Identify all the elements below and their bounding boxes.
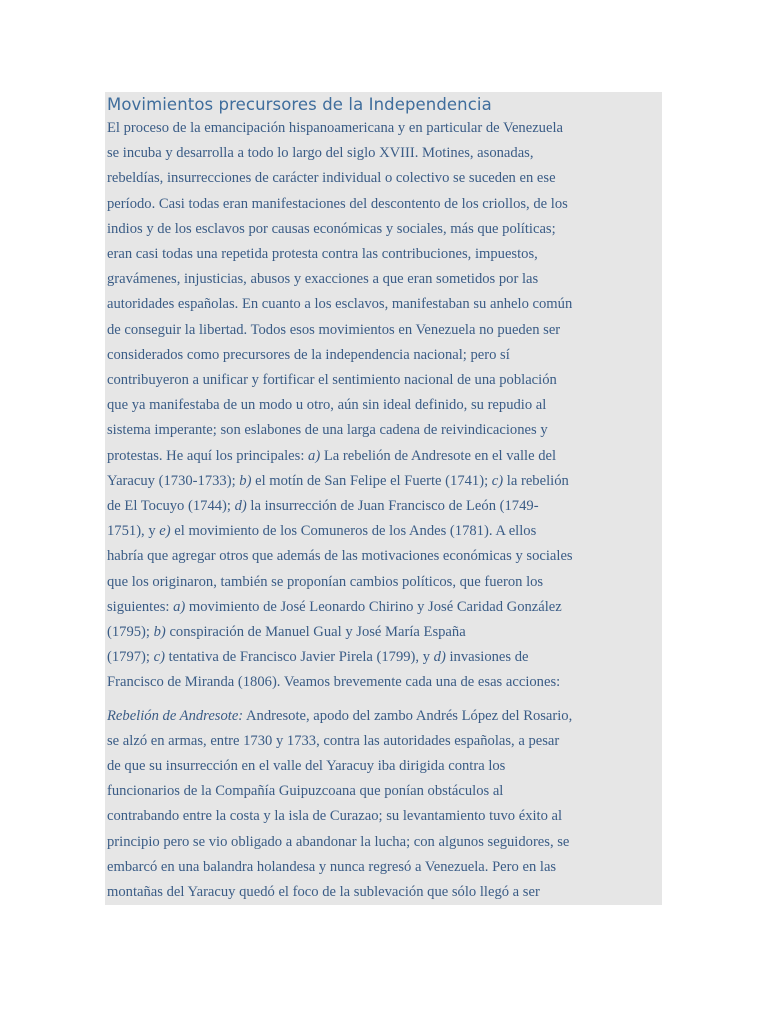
text-line [107,620,660,645]
text-segment: de El Tocuyo (1744); [107,498,235,515]
text-segment: conspiración de Manuel Gual y José María España [165,624,466,641]
text-segment: siguientes: [107,598,174,615]
text-line [107,469,660,494]
text-segment: movimiento de José Leonardo Chirino y José Caridad González [185,598,562,615]
text-segment: tentativa de Francisco Javier Pirela (1799), y [164,649,434,666]
text-line [107,444,660,469]
text-line [107,880,660,905]
italic-text-segment: c) [153,649,165,666]
italic-text-segment: d) [433,649,446,666]
text-segment: período. Casi todas eran manifestaciones del descontento de los criollos, de los [107,195,568,212]
italic-text-segment: b) [153,624,166,641]
text-line [107,116,660,141]
text-line [107,217,660,242]
text-segment: contrabando entre la costa y la isla de Curazao; su levantamiento tuvo éxito al [107,808,563,825]
text-segment: eran casi todas una repetida protesta contra las contribuciones, impuestos, [107,246,538,263]
text-line [107,519,660,544]
text-segment: Yaracuy (1730-1733); [107,472,240,489]
text-line [107,704,660,729]
text-segment: considerados como precursores de la independencia nacional; pero sí [107,346,510,363]
text-segment: invasiones de [445,649,529,666]
text-line [107,318,660,343]
text-line [107,418,660,443]
italic-text-segment: d) [234,498,247,515]
text-segment: de que su insurrección en el valle del Yaracuy iba dirigida contra los [107,758,506,775]
text-segment: (1797); [107,649,154,666]
text-segment: embarcó en una balandra holandesa y nunca regresó a Venezuela. Pero en las [107,858,557,875]
text-line [107,141,660,166]
text-segment: (1795); [107,624,154,641]
text-line [107,779,660,804]
text-segment: se alzó en armas, entre 1730 y 1733, contra las autoridades españolas, a pesar [107,732,560,749]
text-line [107,804,660,829]
text-line [107,645,660,670]
text-segment: la insurrección de Juan Francisco de León (1749- [246,498,539,515]
text-segment: contribuyeron a unificar y fortificar el sentimiento nacional de una población [107,372,557,389]
text-segment: que los originaron, también se proponían cambios políticos, que fueron los [107,573,544,590]
paragraph-andresote [107,704,660,905]
text-line [107,855,660,880]
text-line [107,242,660,267]
text-line [107,595,660,620]
text-line [107,192,660,217]
text-segment: gravámenes, injusticias, abusos y exacciones a que eran sometidos por las [107,271,539,288]
italic-text-segment: Rebelión de Andresote: [107,707,244,724]
text-line [107,343,660,368]
text-line [107,368,660,393]
document-text-block [105,92,662,905]
text-segment: principio pero se vio obligado a abandonar la lucha; con algunos seguidores, se [107,833,570,850]
text-segment: habría que agregar otros que además de las motivaciones económicas y sociales [107,548,573,565]
text-line [107,830,660,855]
text-segment: 1751), y [107,523,160,540]
text-segment: protestas. He aquí los principales: [107,447,309,464]
text-line [107,267,660,292]
text-segment: autoridades españolas. En cuanto a los esclavos, manifestaban su anhelo común [107,296,573,313]
text-line [107,754,660,779]
italic-text-segment: a) [308,447,321,464]
text-segment: de conseguir la libertad. Todos esos movimientos en Venezuela no pueden ser [107,321,561,338]
text-segment: la rebelión [503,472,569,489]
text-segment: Andresote, apodo del zambo Andrés López del Rosario, [243,707,573,724]
italic-text-segment: c) [491,472,504,489]
text-line [107,544,660,569]
text-line [107,570,660,595]
text-segment: sistema imperante; son eslabones de una larga cadena de reivindicaciones y [107,422,548,439]
text-segment: que ya manifestaba de un modo u otro, aún sin ideal definido, su repudio al [107,397,547,414]
text-line [107,166,660,191]
text-segment: indios y de los esclavos por causas económicas y sociales, más que políticas; [107,220,556,237]
text-segment: montañas del Yaracuy quedó el foco de la sublevación que sólo llegó a ser [107,884,540,901]
paragraph-intro [107,116,660,696]
text-line [107,393,660,418]
text-segment: Francisco de Miranda (1806). Veamos brevemente cada una de esas acciones: [107,674,561,691]
text-segment: el movimiento de los Comuneros de los Andes (1781). A ellos [170,523,537,540]
paragraph-spacer [107,696,660,704]
text-segment: se incuba y desarrolla a todo lo largo del siglo XVIII. Motines, asonadas, [107,145,534,162]
text-line [107,292,660,317]
text-segment: rebeldías, insurrecciones de carácter individual o colectivo se suceden en ese [107,170,556,187]
text-segment: El proceso de la emancipación hispanoamericana y en particular de Venezuela [107,120,563,136]
text-line [107,729,660,754]
italic-text-segment: b) [239,472,252,489]
text-segment: La rebelión de Andresote en el valle del [320,447,557,464]
text-line [107,494,660,519]
document-title: Movimientos precursores de la Independencia [107,95,492,114]
text-segment: funcionarios de la Compañía Guipuzcoana que ponían obstáculos al [107,783,504,800]
italic-text-segment: e) [159,523,171,540]
text-segment: el motín de San Felipe el Fuerte (1741); [251,472,492,489]
text-line [107,670,660,695]
italic-text-segment: a) [173,598,186,615]
